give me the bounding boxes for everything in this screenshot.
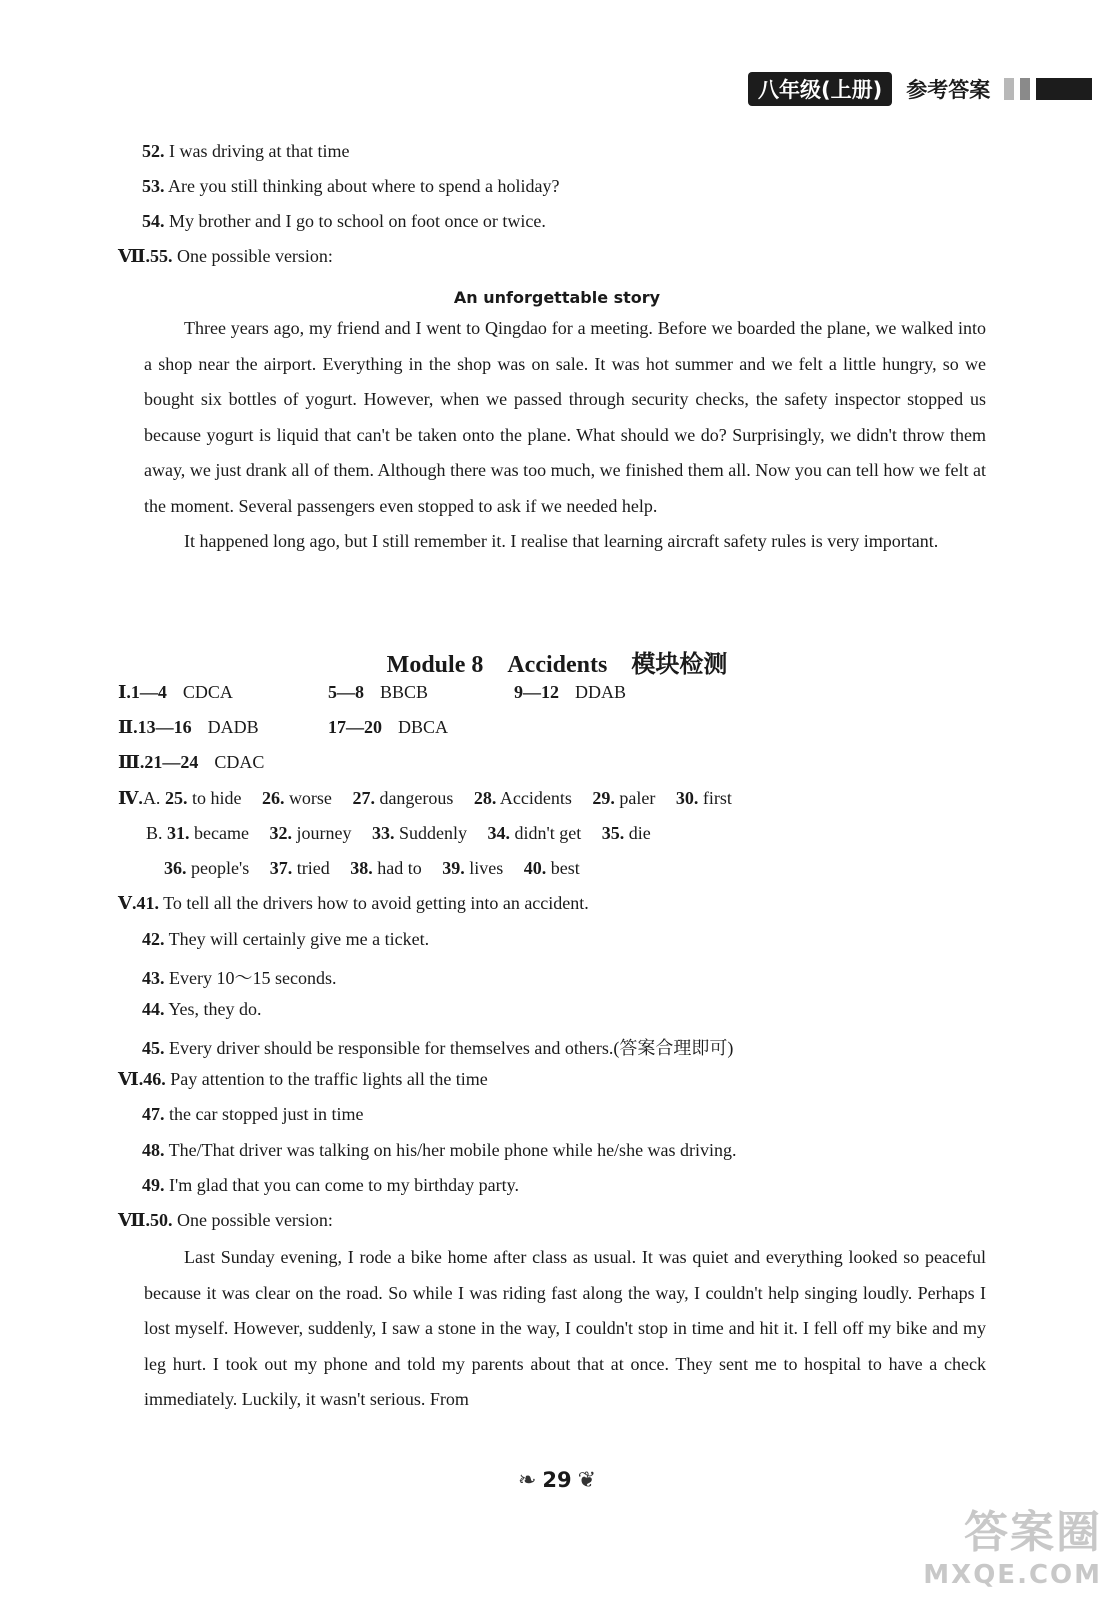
essay-paragraph: It happened long ago, but I still remember it. I realise that learning aircraft safety rules is very important.: [184, 531, 939, 551]
answer-title: 参考答案: [906, 78, 991, 102]
essay-paragraph: Three years ago, my friend and I went to Qingdao for a meeting. Before we boarded the plane, we walked into a shop near the airport. Everything in the shop was on sale. It was hot summer and we felt a little hungry, so we bought six bottles of yogurt. However, when we passed through security checks, the safety inspector stopped us because yogurt is liquid that can't be taken onto the plane. What should we do? Surprisingly, we didn't throw them away, we just drank all of them. Although there was too much, we finished them all. Now you can tell how we felt at the moment. Several passengers even stopped to ask if we needed help.: [144, 318, 986, 516]
answer-line: 49. I'm glad that you can come to my birthday party.: [142, 1175, 519, 1195]
answer-line: 52. I was driving at that time: [142, 141, 350, 161]
answer-line: 47. the car stopped just in time: [142, 1104, 364, 1124]
writing-intro: Ⅶ.50. One possible version:: [118, 1210, 333, 1230]
decor-bar-icon: [1036, 78, 1092, 100]
answer-line: 53. Are you still thinking about where to spend a holiday?: [142, 176, 560, 196]
page-header: [748, 72, 1092, 106]
section-3: Ⅲ.21—24 CDAC: [118, 752, 265, 772]
answer-line: 44. Yes, they do.: [142, 999, 262, 1019]
answer-line: Ⅵ.46. Pay attention to the traffic lights all the time: [118, 1069, 488, 1089]
section-2-part-a: Ⅱ.13—16 DADB: [118, 717, 259, 737]
leaf-icon: ❦: [577, 1468, 597, 1493]
answer-line: Ⅴ.41. To tell all the drivers how to avoid getting into an accident.: [118, 893, 589, 913]
leaf-icon: ❧: [517, 1468, 537, 1493]
decor-bar-icon: [1020, 78, 1030, 100]
answer-line: 42. They will certainly give me a ticket.: [142, 929, 430, 949]
answer-line: 43. Every 10～15 seconds.: [142, 968, 337, 988]
answer-line: 48. The/That driver was talking on his/her mobile phone while he/she was driving.: [142, 1140, 737, 1160]
page-number: ❧ 29 ❦: [517, 1468, 597, 1493]
decor-bar-icon: [1004, 78, 1014, 100]
module-title: Module 8 Accidents 模块检测: [386, 652, 728, 678]
answer-line: 54. My brother and I go to school on foot once or twice.: [142, 211, 546, 231]
grade-badge: 八年级(上册): [748, 72, 892, 106]
essay-title: An unforgettable story: [453, 288, 661, 307]
essay-body: [144, 1240, 986, 1418]
section-1-part-a: Ⅰ.1—4 CDCA: [118, 682, 233, 702]
watermark: 答案圈 MXQE.COM: [923, 1507, 1102, 1590]
writing-intro: Ⅶ.55. One possible version:: [118, 246, 333, 266]
answer-line: 45. Every driver should be responsible for themselves and others.(答案合理即可): [142, 1038, 734, 1058]
section-1-part-b: 5—8 BBCB: [328, 682, 429, 702]
essay-paragraph: Last Sunday evening, I rode a bike home after class as usual. It was quiet and everything looked so peaceful because it was clear on the road. So while I was riding fast along the way, I couldn't help singing loudly. Perhaps I lost myself. However, suddenly, I saw a stone in the way, I couldn't stop in time and hit it. I fell off my bike and my leg hurt. I took out my phone and told my parents about that at once. They sent me to hospital to have a check immediately. Luckily, it wasn't serious. From: [144, 1247, 986, 1409]
section-4-row-a: Ⅳ.A. 25. to hide 26. worse 27. dangerous 28. Accidents 29. paler 30. first: [118, 788, 732, 808]
section-4-row-c: 36. people's 37. tried 38. had to 39. lives 40. best: [164, 858, 580, 878]
essay-body: [144, 311, 986, 560]
section-2-part-b: 17—20 DBCA: [328, 717, 449, 737]
section-4-row-b: B. 31. became 32. journey 33. Suddenly 34. didn't get 35. die: [146, 823, 651, 843]
section-1-part-c: 9—12 DDAB: [514, 682, 627, 702]
header-decoration: [1004, 78, 1092, 100]
